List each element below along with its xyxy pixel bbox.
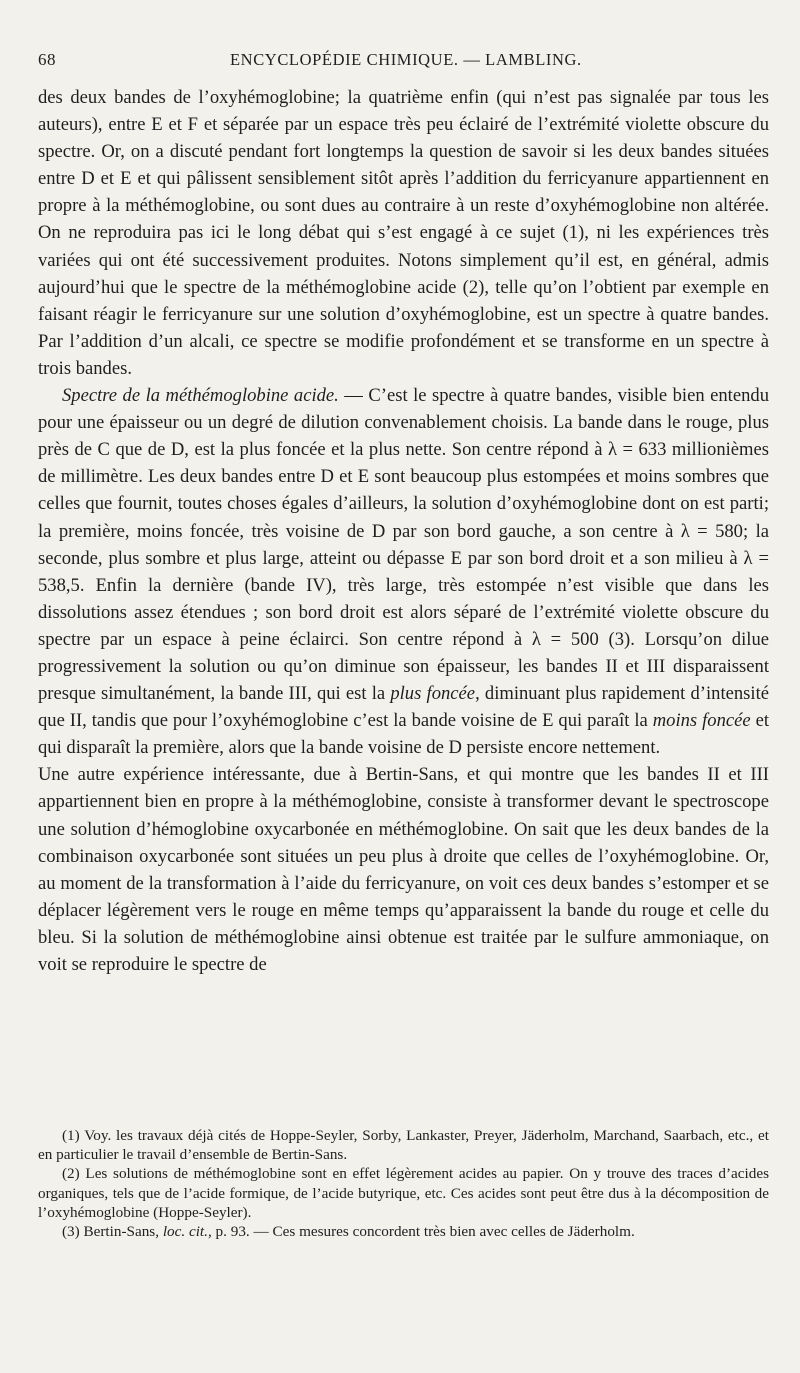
paragraph-3: Une autre expérience intéressante, due à Bertin-Sans, et qui montre que les bandes II et III appartiennent bien en propre à la méthémoglobine, consiste à transformer devant le spectroscope une solution d’hémoglobine oxycarbonée en méthémoglobine. On sait que les deux bandes de la combinaison oxycarbonée sont situées un peu plus à droite que celles de l’oxyhémoglobine. Or, au moment de la transformation à l’aide du ferricyanure, on voit ces deux bandes s’estomper et se déplacer légèrement vers le rouge en même temps qu’apparaissent la bande du rouge et celle du bleu. Si la solution de méthémoglobine ainsi obtenue est traitée par le sulfure ammoniaque, on voit se reproduire le spectre de bbox=[38, 764, 769, 975]
paragraph-2-text-b: , diminuant plus rapidement d’intensité que II, tandis que pour l’oxyhémoglobine c’est la bande voisine de E qui paraît la bbox=[38, 683, 769, 732]
footnote-3-text-a: (3) Bertin-Sans, bbox=[62, 1223, 163, 1241]
paragraph-1: des deux bandes de l’oxyhémoglobine; la quatrième enfin (qui n’est pas signalée par tous les auteurs), entre E et F et séparée par un espace très peu éclairé de l’extrémité violette obscure du spectre. Or, on a discuté pendant fort longtemps la question de savoir si les deux bandes situées entre D et E et qui pâlissent sensiblement sitôt après l’addition du ferricyanure appartiennent en propre à la méthémoglobine, ou sont dues au contraire à un reste d’oxyhémoglobine non altérée. On ne reproduira pas ici le long débat qui s’est engagé à ce sujet (1), ni les expériences très variées qui ont été successivement produites. Notons simplement qu’il est, en général, admis aujourd’hui que le spectre de la méthémoglobine acide (2), telle qu’on l’obtient par exemple en faisant réagir le ferricyanure sur une solution d’oxyhémoglobine, est un spectre à quatre bandes. Par l’addition d’un alcali, ce spectre se modifie profondément et se transforme en un spectre à trois bandes. bbox=[38, 87, 769, 379]
section-title: Spectre de la méthémoglobine acide. bbox=[62, 385, 339, 407]
footnote-3-text-b: , p. 93. — Ces mesures concordent très bien avec celles de Jäderholm. bbox=[207, 1223, 635, 1241]
emphasis-moins-foncee: moins foncée bbox=[652, 710, 751, 732]
running-head: ENCYCLOPÉDIE CHIMIQUE. — LAMBLING. bbox=[230, 50, 582, 69]
footnote-3-loc-cit: loc. cit. bbox=[162, 1223, 208, 1241]
footnotes bbox=[38, 1126, 769, 1241]
page-header bbox=[38, 50, 768, 78]
footnote-3 bbox=[38, 1222, 769, 1241]
paragraph-2-text-c: et qui disparaît la première, alors que la bande voisine de D persiste encore nettement. bbox=[38, 710, 769, 759]
paragraph-2 bbox=[38, 382, 769, 761]
footnote-1: (1) Voy. les travaux déjà cités de Hoppe-Seyler, Sorby, Lankaster, Preyer, Jäderholm, Marchand, Saarbach, etc., et en particulier le travail d’ensemble de Bertin-Sans. bbox=[38, 1127, 769, 1164]
footnote-2: (2) Les solutions de méthémoglobine sont en effet légèrement acides au papier. On y trouve des traces d’acides organiques, tels que de l’acide formique, de l’acide butyrique, etc. Ces acides sont peut être dus à la décomposition de l’oxyhémoglobine (Hoppe-Seyler). bbox=[38, 1165, 769, 1221]
paragraph-2-text-a: — C’est le spectre à quatre bandes, visible bien entendu pour une épaisseur ou un degré de dilution convenablement choisis. La bande dans le rouge, plus près de C que de D, est la plus foncée et la plus nette. Son centre répond à λ = 633 millionièmes de millimètre. Les deux bandes entre D et E sont beaucoup plus estompées et moins sombres que celles que fournit, toutes choses égales d’ailleurs, la solution d’oxyhémoglobine dont on est parti; la première, moins foncée, très voisine de D par son bord gauche, a son centre à λ = 580; la seconde, plus sombre et plus large, atteint ou dépasse E par son bord droit et a son milieu à λ = 538,5. Enfin la dernière (bande IV), très large, très estompée n’est visible que dans les dissolutions assez étendues ; son bord droit est alors séparé de l’extrémité violette obscure du spectre par un espace à peine éclairci. Son centre répond à λ = 500 (3). Lorsqu’on dilue progressivement la solution ou qu’on diminue son épaisseur, les bandes II et III disparaissent presque simultanément, la bande III, qui est la bbox=[38, 385, 769, 705]
emphasis-plus-foncee: plus foncée bbox=[390, 683, 476, 705]
page-number: 68 bbox=[38, 50, 56, 69]
main-text bbox=[38, 84, 769, 978]
